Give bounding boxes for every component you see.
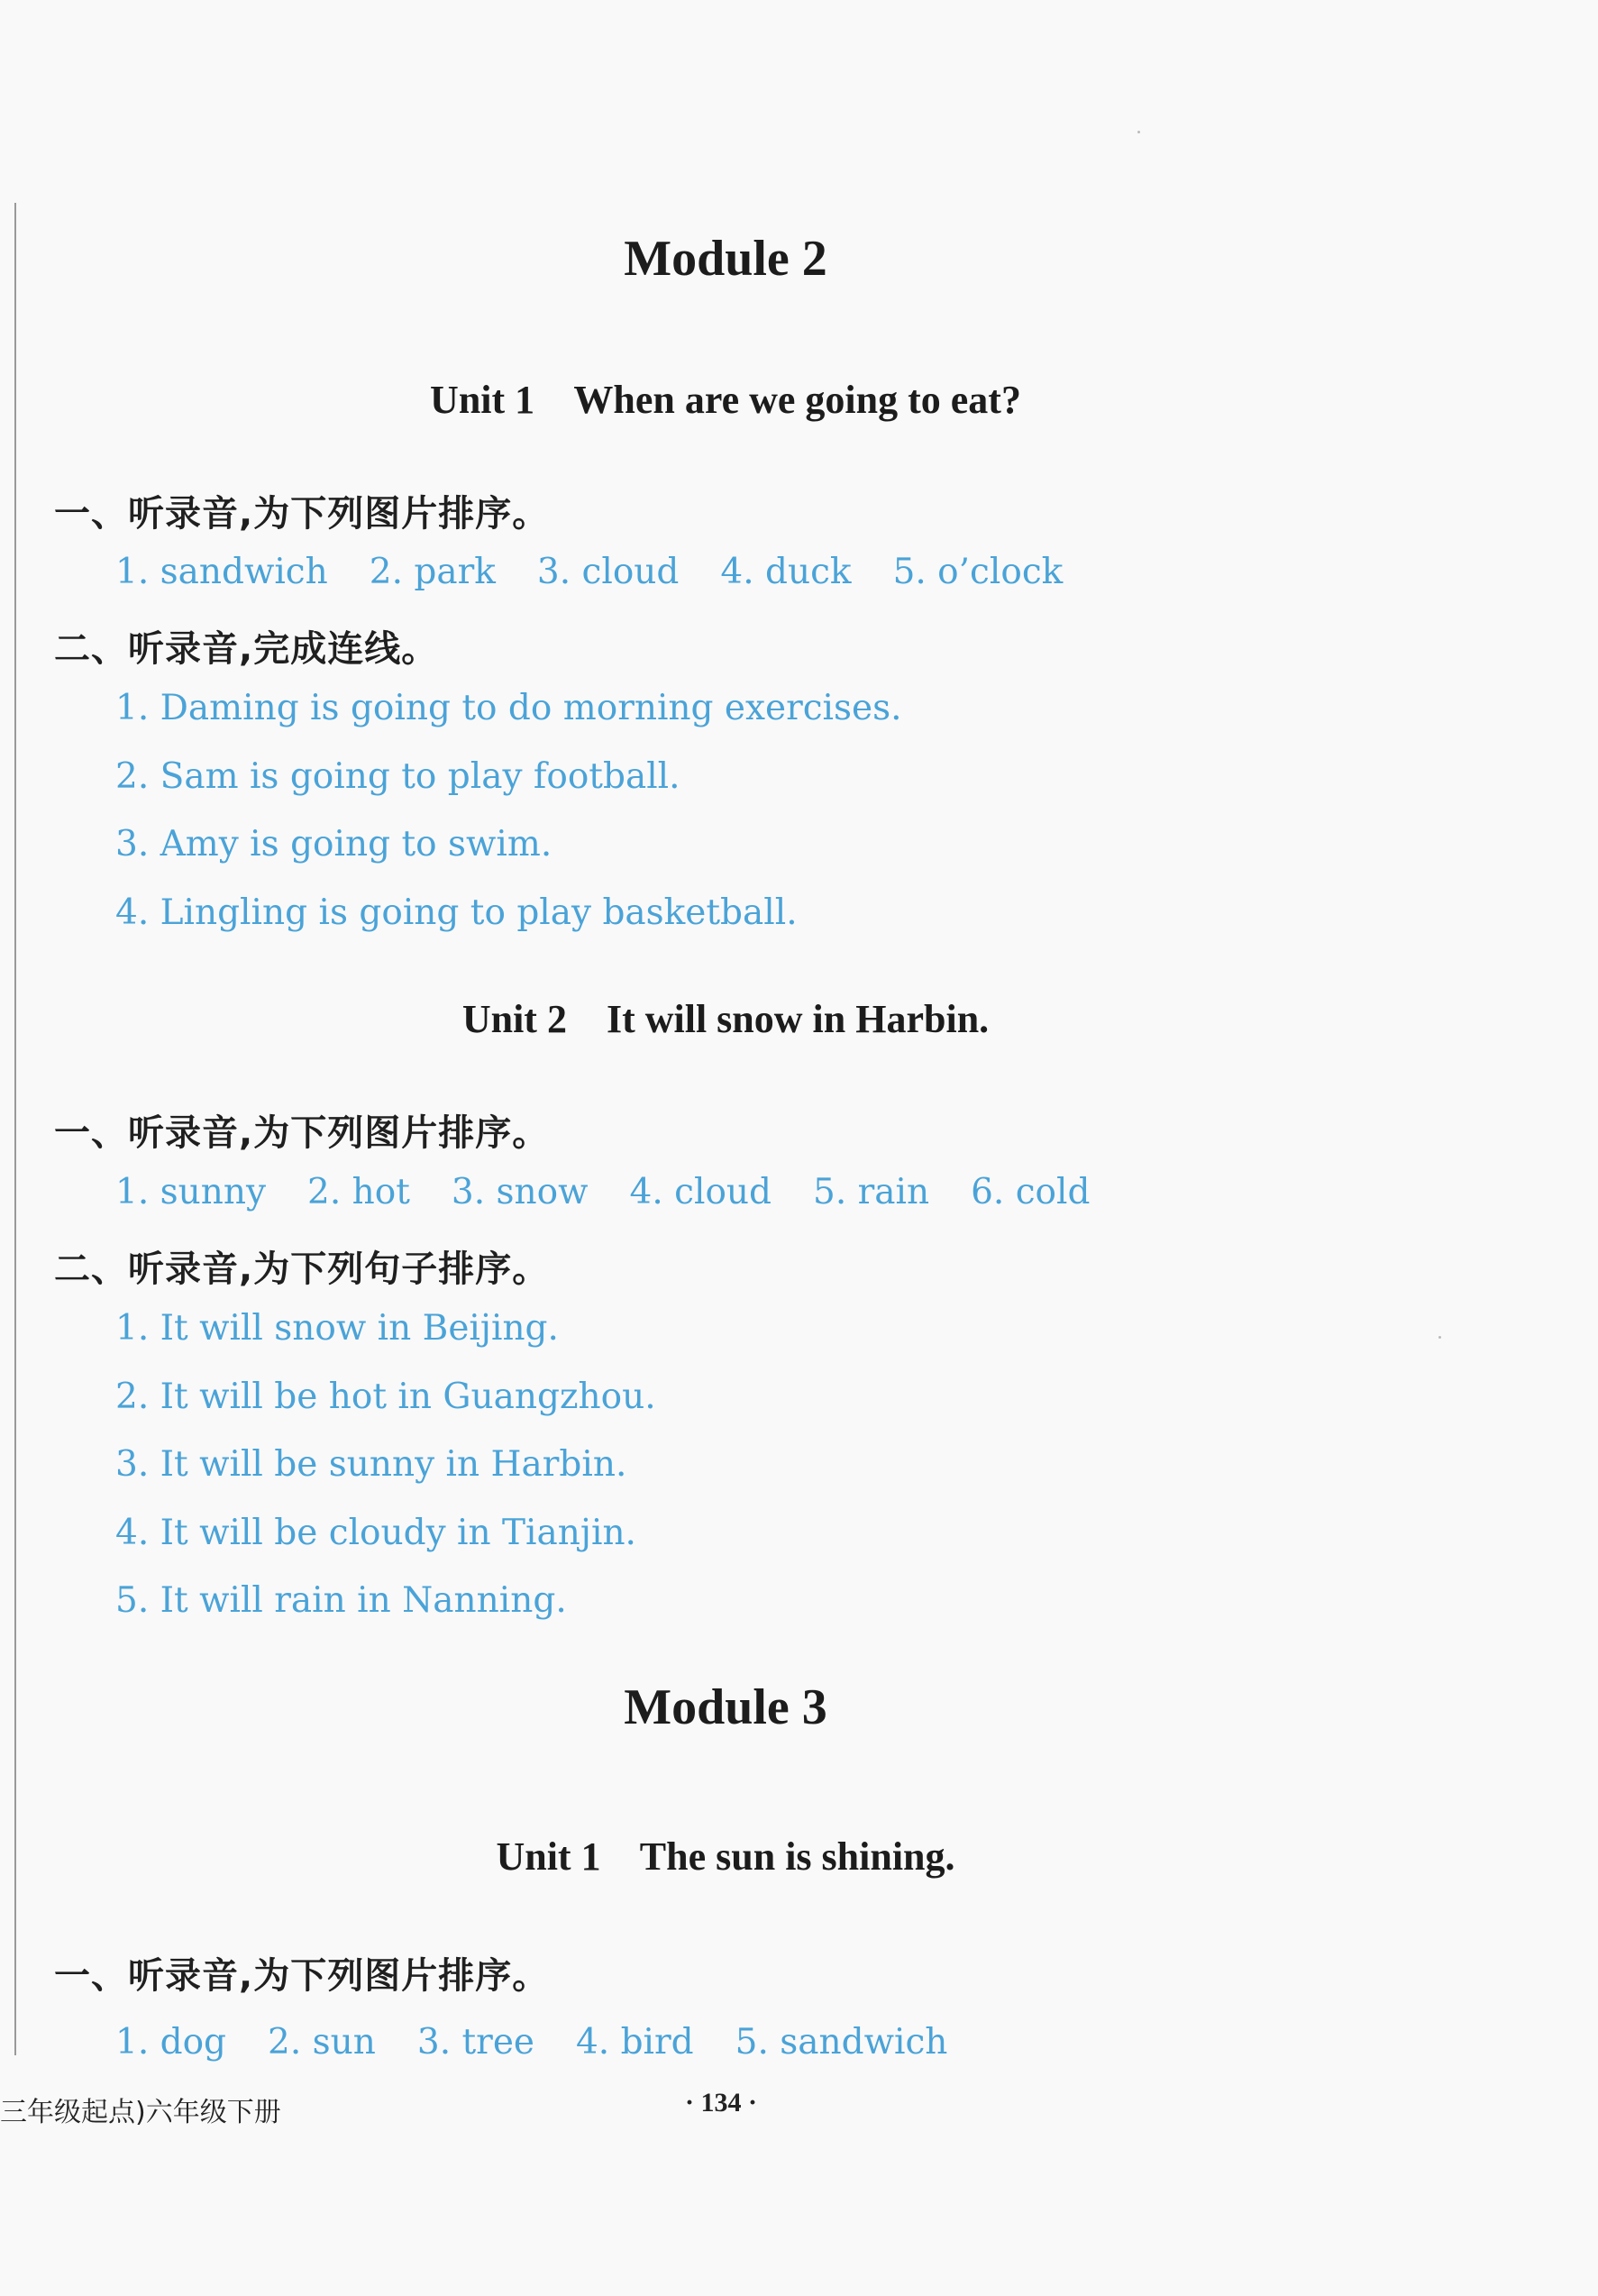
m2u2-question-2-heading: 二、听录音,为下列句子排序。 xyxy=(54,1249,550,1290)
page-number: · 134 · xyxy=(685,2088,758,2118)
answer-item: 6. cold xyxy=(971,1172,1091,1212)
answer-item: 2. hot xyxy=(307,1172,410,1212)
scan-speck xyxy=(1438,1336,1441,1339)
m2u2-question-1-answers xyxy=(115,1172,1131,1212)
answer-item: 1. dog xyxy=(115,2022,227,2063)
answer-item: 2. sun xyxy=(268,2022,376,2063)
module-2-unit-1-title: Unit 1 When are we going to eat? xyxy=(430,378,1021,422)
answer-item: 4. cloud xyxy=(629,1172,772,1212)
answer-line: 1. Daming is going to do morning exercises. xyxy=(115,688,902,728)
answer-item: 4. bird xyxy=(575,2022,694,2063)
module-3-title: Module 3 xyxy=(624,1679,827,1735)
footer-book-title: 三年级起点)六年级下册 xyxy=(0,2097,281,2128)
answer-item: 3. tree xyxy=(416,2022,534,2063)
answer-line: 2. Sam is going to play football. xyxy=(115,756,680,797)
m2u1-question-1-answers xyxy=(115,552,1104,592)
m2u1-question-2-heading: 二、听录音,完成连线。 xyxy=(54,628,439,670)
module-3-unit-1-title: Unit 1 The sun is shining. xyxy=(496,1834,955,1879)
m2u2-question-1-heading: 一、听录音,为下列图片排序。 xyxy=(54,1112,550,1154)
answer-line: 2. It will be hot in Guangzhou. xyxy=(115,1377,656,1417)
answer-item: 5. rain xyxy=(813,1172,930,1212)
answer-item: 4. duck xyxy=(720,552,852,592)
answer-item: 1. sandwich xyxy=(115,552,328,592)
m3u1-question-1-answers xyxy=(115,2022,989,2063)
answer-line: 4. It will be cloudy in Tianjin. xyxy=(115,1513,636,1553)
answer-item: 3. snow xyxy=(451,1172,589,1212)
scan-speck xyxy=(1137,131,1140,133)
answer-line: 5. It will rain in Nanning. xyxy=(115,1580,567,1621)
answer-line: 3. It will be sunny in Harbin. xyxy=(115,1444,627,1485)
answer-item: 5. o’clock xyxy=(892,552,1064,592)
margin-line xyxy=(14,203,16,2055)
answer-item: 5. sandwich xyxy=(735,2022,948,2063)
answer-line: 1. It will snow in Beijing. xyxy=(115,1308,559,1349)
answer-item: 3. cloud xyxy=(536,552,680,592)
module-2-title: Module 2 xyxy=(624,231,827,287)
answer-line: 3. Amy is going to swim. xyxy=(115,824,552,864)
answer-item: 2. park xyxy=(369,552,496,592)
m3u1-question-1-heading: 一、听录音,为下列图片排序。 xyxy=(54,1955,550,1997)
m2u1-question-1-heading: 一、听录音,为下列图片排序。 xyxy=(54,493,550,535)
module-2-unit-2-title: Unit 2 It will snow in Harbin. xyxy=(461,997,990,1041)
answer-item: 1. sunny xyxy=(115,1172,267,1212)
answer-line: 4. Lingling is going to play basketball. xyxy=(115,892,798,933)
